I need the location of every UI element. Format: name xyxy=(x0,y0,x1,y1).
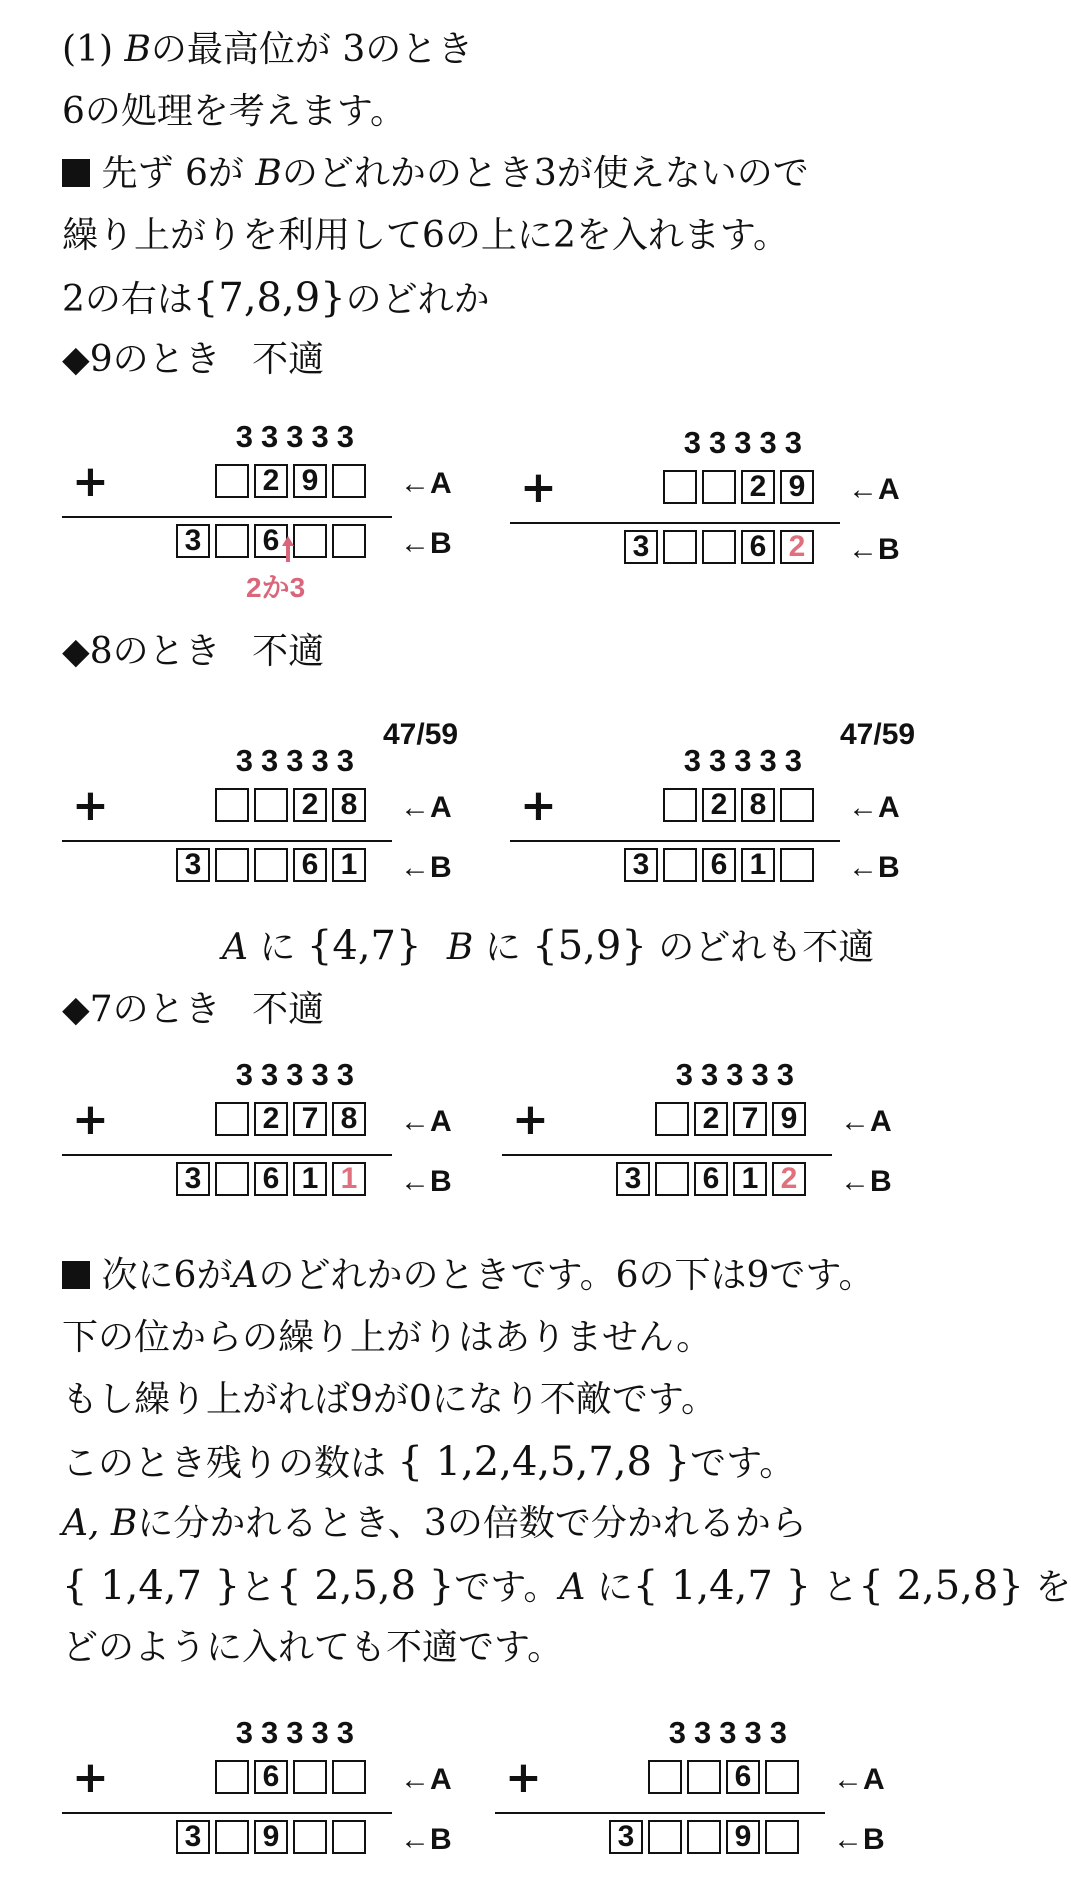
carry-row: 33333 xyxy=(668,1715,795,1750)
addition-problem xyxy=(62,744,502,894)
digit-box xyxy=(765,1760,799,1794)
text-fragment: になり不敵です。 xyxy=(431,1379,717,1420)
part-number: (1) xyxy=(62,29,113,70)
text-line-2 xyxy=(62,90,406,134)
digit-box xyxy=(663,788,697,822)
digit-box: 3 xyxy=(609,1820,643,1854)
text-fragment: の上に xyxy=(444,215,553,256)
arrow-label-b: ←B xyxy=(400,1165,452,1198)
text-fragment: です。 xyxy=(454,1567,560,1608)
text-fragment: のとき xyxy=(112,339,221,380)
sum-b-row xyxy=(609,1820,799,1854)
carry-row: 33333 xyxy=(683,743,810,778)
number-set: {5,9} xyxy=(532,923,647,969)
sum-rule xyxy=(502,1154,832,1156)
sum-b-row xyxy=(616,1162,806,1196)
text-fragment: が xyxy=(207,153,244,194)
digit: 8 xyxy=(89,631,113,672)
text-fragment: このとき残りの数は xyxy=(62,1443,387,1484)
addend-a-row xyxy=(663,470,814,504)
number-set: { 2,5,8 } xyxy=(276,1563,455,1609)
square-bullet-icon xyxy=(62,1261,90,1289)
text-fragment: の右は xyxy=(84,279,193,320)
arrow-label-b: ←B xyxy=(400,851,452,884)
text-line-11 xyxy=(62,1316,712,1360)
digit-box xyxy=(215,788,249,822)
plus-sign: + xyxy=(72,1094,109,1145)
text-fragment: のとき xyxy=(112,989,221,1030)
digit-box: 6 xyxy=(293,848,327,882)
digit: 6 xyxy=(615,1255,639,1296)
digit-box xyxy=(663,470,697,504)
verdict-label: 不適 xyxy=(252,631,325,672)
text-line-12 xyxy=(62,1378,717,1422)
digit-box xyxy=(215,1760,249,1794)
digit-box: 3 xyxy=(624,530,658,564)
digit-box: 2 xyxy=(254,1102,288,1136)
text-line-5 xyxy=(62,276,490,322)
digit-box xyxy=(332,464,366,498)
digit-box: 1 xyxy=(293,1162,327,1196)
digit-box: 6 xyxy=(726,1760,760,1794)
digit-box: 2 xyxy=(741,470,775,504)
digit: 3 xyxy=(342,29,366,70)
arrow-label-b: ←B xyxy=(840,1165,892,1198)
addition-problem xyxy=(510,744,950,894)
digit-box: 8 xyxy=(332,788,366,822)
case-heading-7 xyxy=(62,988,324,1032)
sum-rule xyxy=(62,840,392,842)
digit: 7 xyxy=(89,989,113,1030)
text-line-8 xyxy=(222,924,874,970)
text-line-3 xyxy=(62,152,809,196)
text-fragment: のどれも不適 xyxy=(658,927,875,968)
digit-box: 2 xyxy=(772,1162,806,1196)
plus-sign: + xyxy=(505,1752,542,1803)
digit-box: 9 xyxy=(293,464,327,498)
addend-a-row xyxy=(663,788,814,822)
var-b: B xyxy=(255,153,282,194)
case-heading-8 xyxy=(62,630,324,674)
digit-box: 2 xyxy=(694,1102,728,1136)
var-a: A xyxy=(559,1567,586,1608)
addend-a-row xyxy=(215,464,366,498)
text-fragment: が xyxy=(196,1255,233,1296)
digit-box: 3 xyxy=(176,1162,210,1196)
arrow-label-a: ←A xyxy=(833,1763,885,1796)
sum-rule xyxy=(510,522,840,524)
digit-box: 7 xyxy=(733,1102,767,1136)
addition-problem xyxy=(62,1058,502,1208)
digit: 3 xyxy=(423,1503,447,1544)
addend-a-row xyxy=(215,788,366,822)
digit-box: 6 xyxy=(694,1162,728,1196)
digit-box xyxy=(254,848,288,882)
sum-b-row xyxy=(176,848,366,882)
digit-box xyxy=(293,524,327,558)
sum-b-row xyxy=(624,848,814,882)
arrow-label-a: ←A xyxy=(400,1763,452,1796)
digit-box: 3 xyxy=(616,1162,650,1196)
text-fragment: です。 xyxy=(769,1255,875,1296)
text-fragment: のどれかのときです。 xyxy=(258,1255,616,1296)
digit-box: 6 xyxy=(254,1162,288,1196)
carry-row: 33333 xyxy=(675,1057,802,1092)
text-fragment: 下の位からの繰り上がりはありません。 xyxy=(62,1317,713,1358)
digit: 6 xyxy=(185,153,208,194)
digit-box xyxy=(215,1102,249,1136)
number-set: { 2,5,8} xyxy=(858,1563,1024,1609)
text-fragment: もし繰り上がれば xyxy=(62,1379,351,1420)
arrow-label-b: ←B xyxy=(833,1823,885,1856)
number-set: { 1,4,7 } xyxy=(632,1563,811,1609)
diamond-bullet-icon: ◆ xyxy=(62,631,90,672)
heading-line-1 xyxy=(62,28,473,72)
fraction-note: 47/59 xyxy=(383,718,459,751)
digit-box xyxy=(215,1162,249,1196)
sum-rule xyxy=(510,840,840,842)
digit-box xyxy=(332,1820,366,1854)
number-set: {4,7} xyxy=(306,923,422,969)
arrow-label-a: ←A xyxy=(400,467,452,500)
text-line-10 xyxy=(62,1254,875,1298)
text-line-13 xyxy=(62,1440,795,1486)
plus-sign: + xyxy=(72,456,109,507)
digit-box: 1 xyxy=(332,1162,366,1196)
addition-problem xyxy=(62,1716,502,1866)
number-set: { 1,2,4,5,7,8 } xyxy=(397,1439,691,1485)
arrow-label-b: ←B xyxy=(848,533,900,566)
number-set: { 1,4,7 } xyxy=(62,1563,241,1609)
note-two-or-three: 2か3 xyxy=(246,572,306,603)
var-b: B xyxy=(446,927,474,968)
diamond-bullet-icon: ◆ xyxy=(62,989,90,1030)
carry-row: 33333 xyxy=(235,1715,362,1750)
digit-box xyxy=(215,1820,249,1854)
digit-box: 6 xyxy=(702,848,736,882)
addend-a-row xyxy=(215,1102,366,1136)
digit: 6 xyxy=(173,1255,197,1296)
text-fragment: のどれか xyxy=(345,279,490,320)
var-a: A xyxy=(222,927,248,968)
number-set: {7,8,9} xyxy=(192,275,346,321)
text-fragment: に xyxy=(596,1567,633,1608)
digit-box xyxy=(765,1820,799,1854)
digit-box: 3 xyxy=(176,1820,210,1854)
plus-sign: + xyxy=(520,462,557,513)
digit-box xyxy=(648,1820,682,1854)
plus-sign: + xyxy=(520,780,557,831)
digit-box xyxy=(663,848,697,882)
digit-box xyxy=(780,848,814,882)
digit-box xyxy=(655,1102,689,1136)
digit-box: 6 xyxy=(254,1760,288,1794)
digit-box xyxy=(780,788,814,822)
arrow-label-a: ←A xyxy=(848,473,900,506)
digit-box xyxy=(215,848,249,882)
digit-box: 2 xyxy=(780,530,814,564)
arrow-label-a: ←A xyxy=(400,1105,452,1138)
text-fragment: のとき xyxy=(112,631,221,672)
digit-box xyxy=(687,1760,721,1794)
plus-sign: + xyxy=(72,780,109,831)
carry-row: 33333 xyxy=(235,743,362,778)
addend-a-row xyxy=(648,1760,799,1794)
verdict-label: 不適 xyxy=(252,989,325,1030)
text-fragment: の倍数で分かれるから xyxy=(446,1503,807,1544)
addition-problem xyxy=(495,1716,935,1866)
digit-box xyxy=(648,1760,682,1794)
text-line-16 xyxy=(62,1626,563,1670)
digit-box: 9 xyxy=(780,470,814,504)
digit-box xyxy=(332,524,366,558)
addend-a-row xyxy=(655,1102,806,1136)
digit-box xyxy=(293,1820,327,1854)
var-a: A xyxy=(232,1255,259,1296)
digit-box: 1 xyxy=(733,1162,767,1196)
sum-rule xyxy=(62,1154,392,1156)
digit-box: 9 xyxy=(254,1820,288,1854)
text-fragment: のどれかのとき xyxy=(281,153,534,194)
digit-box: 9 xyxy=(726,1820,760,1854)
text-fragment: の処理を考えます。 xyxy=(84,91,407,132)
arrow-label-b: ←B xyxy=(848,851,900,884)
digit-box: 3 xyxy=(624,848,658,882)
carry-row: 33333 xyxy=(235,419,362,454)
digit: 9 xyxy=(350,1379,373,1420)
case-heading-9 xyxy=(62,338,324,382)
digit-box: 3 xyxy=(176,848,210,882)
sum-b-row xyxy=(624,530,814,564)
text-fragment: に xyxy=(259,927,296,968)
digit-box xyxy=(702,470,736,504)
digit-box xyxy=(332,1760,366,1794)
digit: 2 xyxy=(552,215,576,256)
addition-problem xyxy=(502,1058,942,1208)
arrow-label-a: ←A xyxy=(400,791,452,824)
sum-rule xyxy=(495,1812,825,1814)
digit-box xyxy=(702,530,736,564)
digit-box: 7 xyxy=(293,1102,327,1136)
digit-box: 1 xyxy=(332,848,366,882)
addition-problem xyxy=(510,426,950,576)
digit-box: 2 xyxy=(293,788,327,822)
digit-box xyxy=(663,530,697,564)
digit-box xyxy=(687,1820,721,1854)
sum-b-row xyxy=(176,1162,366,1196)
square-bullet-icon xyxy=(62,159,90,187)
digit: 0 xyxy=(408,1379,432,1420)
plus-sign: + xyxy=(72,1752,109,1803)
sum-b-row xyxy=(176,524,366,558)
sum-b-row xyxy=(176,1820,366,1854)
diamond-bullet-icon: ◆ xyxy=(62,339,90,380)
digit-box xyxy=(254,788,288,822)
arrow-label-b: ←B xyxy=(400,527,452,560)
text-fragment: を入れます。 xyxy=(575,215,789,256)
digit-box: 3 xyxy=(176,524,210,558)
digit-box: 6 xyxy=(254,524,288,558)
digit-box: 1 xyxy=(741,848,775,882)
plus-sign: + xyxy=(512,1094,549,1145)
verdict-label: 不適 xyxy=(252,339,325,380)
digit-box xyxy=(293,1760,327,1794)
text-fragment: に分かれるとき、 xyxy=(137,1503,424,1544)
digit-box xyxy=(655,1162,689,1196)
var-b: B xyxy=(124,29,151,70)
text-line-14 xyxy=(62,1502,807,1546)
text-fragment: の最高位が xyxy=(150,29,331,70)
text-line-4 xyxy=(62,214,789,258)
sum-rule xyxy=(62,516,392,518)
digit-box: 8 xyxy=(741,788,775,822)
text-fragment: を xyxy=(1035,1567,1071,1608)
text-fragment: です。 xyxy=(690,1443,796,1484)
digit: 6 xyxy=(422,215,445,256)
carry-row: 33333 xyxy=(235,1057,362,1092)
text-fragment: 繰り上がりを利用して xyxy=(62,215,423,256)
digit-box xyxy=(215,524,249,558)
text-line-15 xyxy=(62,1564,1071,1610)
text-fragment: が xyxy=(372,1379,409,1420)
arrow-label-b: ←B xyxy=(400,1823,452,1856)
text-fragment: 先ず xyxy=(101,153,174,194)
addend-a-row xyxy=(215,1760,366,1794)
digit-box: 6 xyxy=(741,530,775,564)
digit: 9 xyxy=(746,1255,770,1296)
sum-rule xyxy=(62,1812,392,1814)
text-fragment: と xyxy=(240,1567,277,1608)
text-fragment: に xyxy=(484,927,521,968)
digit-box: 8 xyxy=(332,1102,366,1136)
var-list: A, B xyxy=(62,1503,138,1544)
digit-box: 2 xyxy=(254,464,288,498)
digit-box: 9 xyxy=(772,1102,806,1136)
text-fragment: の下は xyxy=(638,1255,747,1296)
fraction-note: 47/59 xyxy=(840,718,916,751)
arrow-label-a: ←A xyxy=(840,1105,892,1138)
arrow-label-a: ←A xyxy=(848,791,900,824)
digit: 9 xyxy=(89,339,113,380)
digit: 3 xyxy=(533,153,557,194)
digit: 6 xyxy=(62,91,85,132)
text-fragment: と xyxy=(822,1567,859,1608)
text-fragment: 次に xyxy=(101,1255,174,1296)
text-fragment: のとき xyxy=(365,29,474,70)
digit-box: 2 xyxy=(702,788,736,822)
digit-box xyxy=(215,464,249,498)
carry-row: 33333 xyxy=(683,425,810,460)
text-fragment: どのように入れても不適です。 xyxy=(62,1627,564,1668)
text-fragment: が使えないので xyxy=(556,153,809,194)
digit: 2 xyxy=(62,279,85,320)
